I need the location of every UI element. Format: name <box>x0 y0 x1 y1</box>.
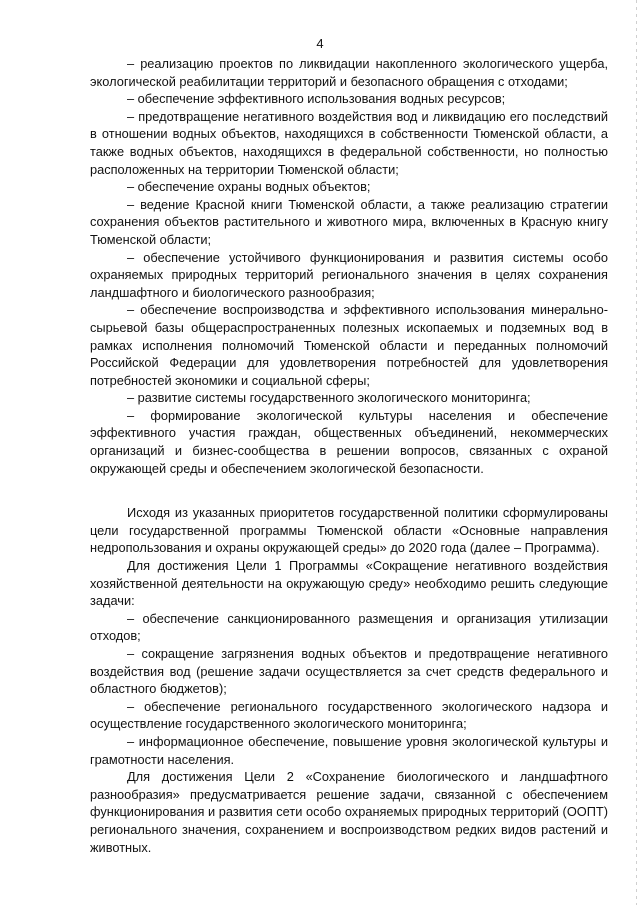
list-item: – обеспечение воспроизводства и эффективного использования минерально-сырьевой базы общераспространенных полезных ископаемых и подземных вод в рамках исполнения полномочий Тюменской области и переданных полномочий Российской Федерации для удовлетворения потребностей для удовлетворения потребностей экономики и социальной сферы; <box>90 302 608 388</box>
list-item: – информационное обеспечение, повышение уровня экологической культуры и грамотности населения. <box>90 733 608 767</box>
list-item: – обеспечение санкционированного размещения и организация утилизации отходов; <box>90 610 608 644</box>
list-item: – предотвращение негативного воздействия вод и ликвидацию его последствий в отношении водных объектов, находящихся в собственности Тюменской области, а также водных объектов, находящихся в федеральной собственности, но полностью расположенных на территории Тюменской области; <box>90 108 608 177</box>
list-item: – обеспечение устойчивого функционирования и развития системы особо охраняемых природных территорий регионального значения в целях сохранения ландшафтного и биологического разнообразия; <box>90 249 608 300</box>
paragraph: Для достижения Цели 1 Программы «Сокращение негативного воздействия хозяйственной деятельности на окружающую среду» необходимо решить следующие задачи: <box>90 558 608 609</box>
list-item: – обеспечение эффективного использования водных ресурсов; <box>127 91 506 107</box>
list-item: – обеспечение охраны водных объектов; <box>127 179 371 195</box>
paragraph: Исходя из указанных приоритетов государственной политики сформулированы цели государственной программы Тюменской области «Основные направления недропользования и охраны окружающей среды» до 2020 года (далее – Программа). <box>90 505 608 556</box>
list-item: – сокращение загрязнения водных объектов и предотвращение негативного воздействия вод (решение задачи осуществляется за счет средств федерального и областного бюджетов); <box>90 646 608 697</box>
paragraph: Для достижения Цели 2 «Сохранение биологического и ландшафтного разнообразия» предусматривается решение задачи, связанной с обеспечением функционирования и развития сети особо охраняемых природных территорий (ООПТ) регионального значения, сохранением и воспроизводством редких видов растений и животных. <box>90 769 608 855</box>
paragraph-spacer <box>90 477 608 504</box>
page-number: 4 <box>316 36 324 51</box>
list-item: – ведение Красной книги Тюменской области, а также реализацию стратегии сохранения объектов растительного и животного мира, включенных в Красную книгу Тюменской области; <box>90 196 608 247</box>
document-body <box>90 55 608 856</box>
list-item: – реализацию проектов по ликвидации накопленного экологического ущерба, экологической реабилитации территорий и безопасного обращения с отходами; <box>90 56 608 89</box>
list-item: – формирование экологической культуры населения и обеспечение эффективного участия граждан, общественных объединений, некоммерческих организаций и бизнес-сообщества в решении вопросов, связанных с охраной окружающей среды и обеспечением экологической безопасности. <box>90 407 608 476</box>
scan-edge-line <box>636 0 637 905</box>
list-item: – обеспечение регионального государственного экологического надзора и осуществление государственного экологического мониторинга; <box>90 698 608 732</box>
list-item: – развитие системы государственного экологического мониторинга; <box>127 390 531 406</box>
